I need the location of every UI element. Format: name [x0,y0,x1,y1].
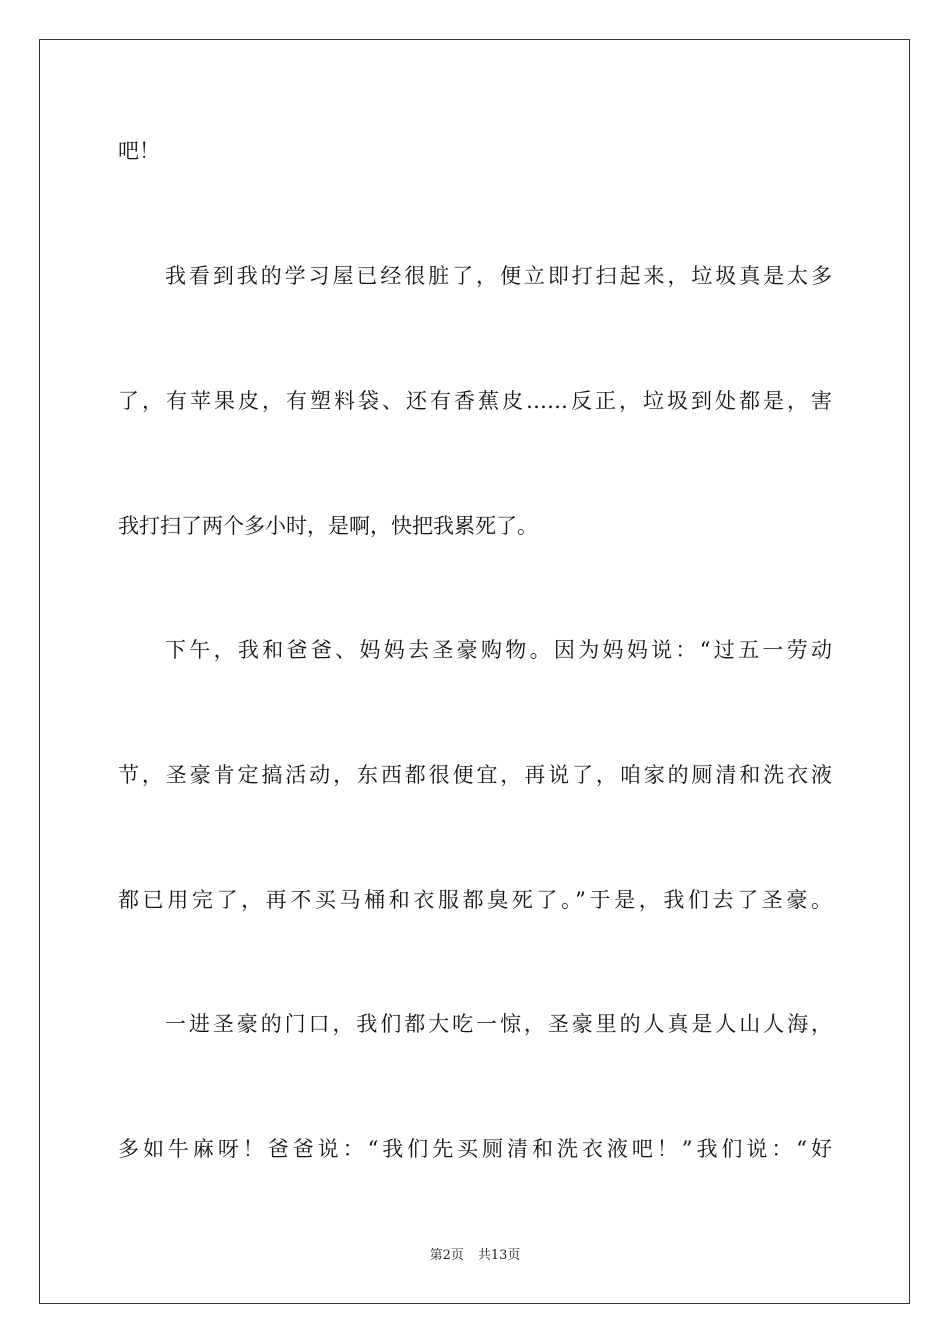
text-line: 吧！ [118,139,160,163]
text-line: 下午，我和爸爸、妈妈去圣豪购物。因为妈妈说：“过五一劳动 [165,638,832,662]
text-line: 多如牛麻呀！爸爸说：“我们先买厕清和洗衣液吧！”我们说：“好 [118,1137,832,1161]
text-line: 节，圣豪肯定搞活动，东西都很便宜，再说了，咱家的厕清和洗衣液 [118,763,832,787]
page-frame [39,39,910,1304]
text-line: 我打扫了两个多小时，是啊，快把我累死了。 [118,514,538,538]
text-line: 都已用完了，再不买马桶和衣服都臭死了。”于是，我们去了圣豪。 [118,888,832,912]
text-line: 我看到我的学习屋已经很脏了，便立即打扫起来，垃圾真是太多 [165,264,832,288]
page-total: 共13页 [477,1248,521,1263]
page-number: 第2页 [429,1248,464,1263]
text-line: 一进圣豪的门口，我们都大吃一惊，圣豪里的人真是人山人海， [165,1012,832,1036]
text-line: 了，有苹果皮，有塑料袋、还有香蕉皮……反正，垃圾到处都是，害 [118,389,832,413]
page-footer [0,1248,950,1264]
